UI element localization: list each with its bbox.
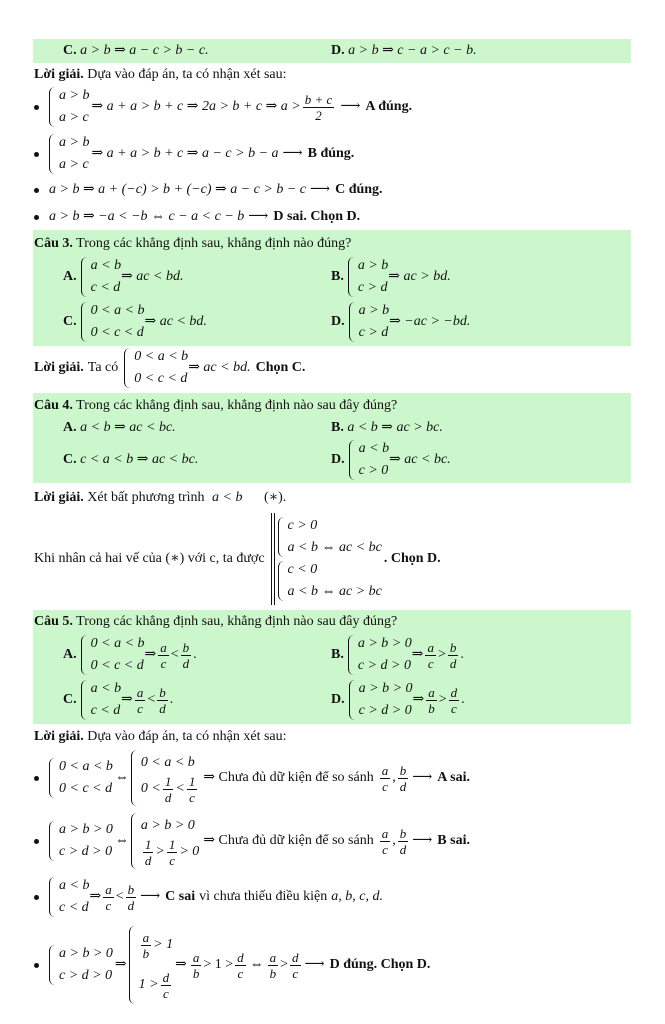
verdict: A đúng. [365,99,413,114]
bullet-icon [34,839,39,844]
system-brace: a > b a > c [49,132,89,176]
solution-intro: Dựa vào đáp án, ta có nhận xét sau: [87,67,287,82]
solution-4-body: Khi nhân cả hai vế của (∗) với c, ta được c > 0 a < b ⇔ ac < bc c < 0 a < b ⇔ ac > bc . Chọn D. [34,512,441,606]
bullet-icon [34,215,39,220]
brace-icon [349,302,356,342]
brace-icon [278,517,285,557]
long-arrow-icon: ⟶ [412,833,432,848]
solution-label: Lời giải. [34,360,84,375]
bullet-icon [34,963,39,968]
option-label: D. [331,43,345,58]
bullet-icon [34,152,39,157]
option-C [63,42,209,60]
solution-bullet: a < b c < d ⇒ $\frac{a}{c}$ < $\frac{b}{d}$ ⟶ C sai vì chưa thiếu điều kiện a, b, c, d. [34,874,383,920]
solution-label: Lời giải. [34,67,84,82]
option-text: a > b ⇒ c − a > c − b. [348,43,477,58]
brace-icon [49,87,56,127]
long-arrow-icon: ⟶ [412,770,432,785]
question-3-stem [34,235,351,253]
bullet-icon [34,188,39,193]
solution-bullet: a > b ⇒ −a < −b ⇔ c − a < c − b ⟶ D sai. Chọn D. [34,208,360,226]
option-D: D. a > b > 0 c > d > 0 ⇒ $\frac{a}{b}$ > $\frac{d}{c}$ . [331,681,465,718]
long-arrow-icon: ⟶ [248,209,268,224]
brace-icon [348,257,355,297]
verdict: A sai. [437,770,470,785]
question-number: Câu 3. [34,236,73,251]
long-arrow-icon: ⟶ [340,99,360,114]
option-B: B. a < b ⇒ ac > bc. [331,420,443,435]
option-B: B. a > b > 0 c > d > 0 ⇒ $\frac{a}{c}$ > $\frac{b}{d}$ . [331,636,464,673]
system-brace: a > b a > c [49,85,89,129]
verdict: B sai. [437,833,470,848]
verdict: C sai [165,889,196,904]
question-number: Câu 4. [34,398,73,413]
long-arrow-icon: ⟶ [304,957,324,972]
long-arrow-icon: ⟶ [140,889,160,904]
brace-icon [124,348,131,388]
brace-icon [131,750,138,806]
verdict: D đúng. Chọn D. [329,957,431,972]
option-C: C. c < a < b ⇒ ac < bc. [63,452,199,467]
brace-icon [49,945,56,985]
brace-icon [131,813,138,869]
option-text: a > b ⇒ a − c > b − c. [80,43,209,58]
solution-label: Lời giải. [34,490,84,505]
solution-3: Lời giải. Ta có 0 < a < b 0 < c < d ⇒ ac < bd. Chọn C. [34,349,306,386]
brace-icon [81,680,88,720]
long-arrow-icon: ⟶ [282,146,302,161]
question-4-stem [34,397,397,415]
nested-system: c > 0 a < b ⇔ ac < bc c < 0 a < b ⇔ ac > bc [271,513,382,605]
solution-label: Lời giải. [34,729,84,744]
bullet-icon [34,105,39,110]
brace-icon [278,561,285,601]
brace-icon [49,758,56,798]
solution-bullet: a > b > 0 c > d > 0 ⇔ a > b > 0 $\frac{1}{d}$ > $\frac{1}{c}$ > 0 ⇒ Chưa đủ dữ kiện để so sánh $\frac{a}{c}$ , $\frac{b}{d}$ ⟶ B sai. [34,810,470,872]
answer-choice: Chọn C. [255,360,306,375]
brace-icon [49,877,56,917]
option-B: B. a > b c > d ⇒ ac > bd. [331,258,451,295]
long-arrow-icon: ⟶ [310,182,330,197]
question-text: Trong các khẳng định sau, khẳng định nào sau đây đúng? [76,398,398,413]
solution-5-header: Lời giải. Dựa vào đáp án, ta có nhận xét sau: [34,729,287,744]
brace-icon [81,635,88,675]
option-label: C. [63,43,77,58]
solution-4-header: Lời giải. Xét bất phương trình a < b (∗). [34,490,287,505]
solution-bullet: a > b ⇒ a + (−c) > b + (−c) ⇒ a − c > b − c ⟶ C đúng. [34,181,383,199]
option-D: D. a > b c > d ⇒ −ac > −bd. [331,303,471,340]
brace-icon [81,257,88,297]
option-C: C. a < b c < d ⇒ $\frac{a}{c}$ < $\frac{b}{d}$ . [63,681,174,718]
question-5-stem [34,613,397,631]
solution-bullet: a > b a > c ⇒ a + a > b + c ⇒ 2a > b + c ⇒ a > $\frac{b + c}{2}$ ⟶ A đúng. [34,85,412,129]
option-C: C. 0 < a < b 0 < c < d ⇒ ac < bd. [63,303,207,340]
bullet-icon [34,895,39,900]
fraction: $\frac{b + c}{2}$ [304,91,333,123]
brace-icon [348,635,355,675]
solution-bullet: a > b > 0 c > d > 0 ⇒ $\frac{a}{b}$ > 1 1 > $\frac{d}{c}$ ⇒ $\frac{a}{b}$ > 1 > $\frac{d}{c}$ ⇔ $\frac{a}{b}$ > $\frac{d}{c}$ ⟶ D đúng. Chọn D. [34,924,430,1006]
solution-bullet: a > b a > c ⇒ a + a > b + c ⇒ a − c > b − a ⟶ B đúng. [34,132,354,176]
question-number: Câu 5. [34,614,73,629]
brace-icon [349,440,356,480]
brace-icon [49,821,56,861]
verdict: B đúng. [307,146,355,161]
question-text: Trong các khẳng định sau, khẳng định nào đúng? [76,236,352,251]
question-text: Trong các khẳng định sau, khẳng định nào sau đây đúng? [76,614,398,629]
option-A: A. a < b ⇒ ac < bc. [63,420,176,435]
option-D [331,42,477,60]
option-D: D. a < b c > 0 ⇒ ac < bc. [331,441,451,478]
bullet-icon [34,776,39,781]
brace-icon [81,302,88,342]
solution-bullet: 0 < a < b 0 < c < d ⇔ 0 < a < b 0 < $\frac{1}{d}$ < $\frac{1}{c}$ ⇒ Chưa đủ dữ kiện để so sánh $\frac{a}{c}$ , $\frac{b}{d}$ ⟶ A sai. [34,748,470,808]
solution-header [34,66,287,84]
option-A: A. 0 < a < b 0 < c < d ⇒ $\frac{a}{c}$ < $\frac{b}{d}$ . [63,636,197,673]
brace-icon [129,926,136,1004]
verdict: C đúng. [335,182,383,197]
brace-icon [49,134,56,174]
option-A: A. a < b c < d ⇒ ac < bd. [63,258,184,295]
answer-choice: . Chọn D. [383,551,441,566]
brace-icon [349,680,356,720]
verdict: D sai. Chọn D. [273,209,361,224]
bracket-icon [271,513,275,605]
